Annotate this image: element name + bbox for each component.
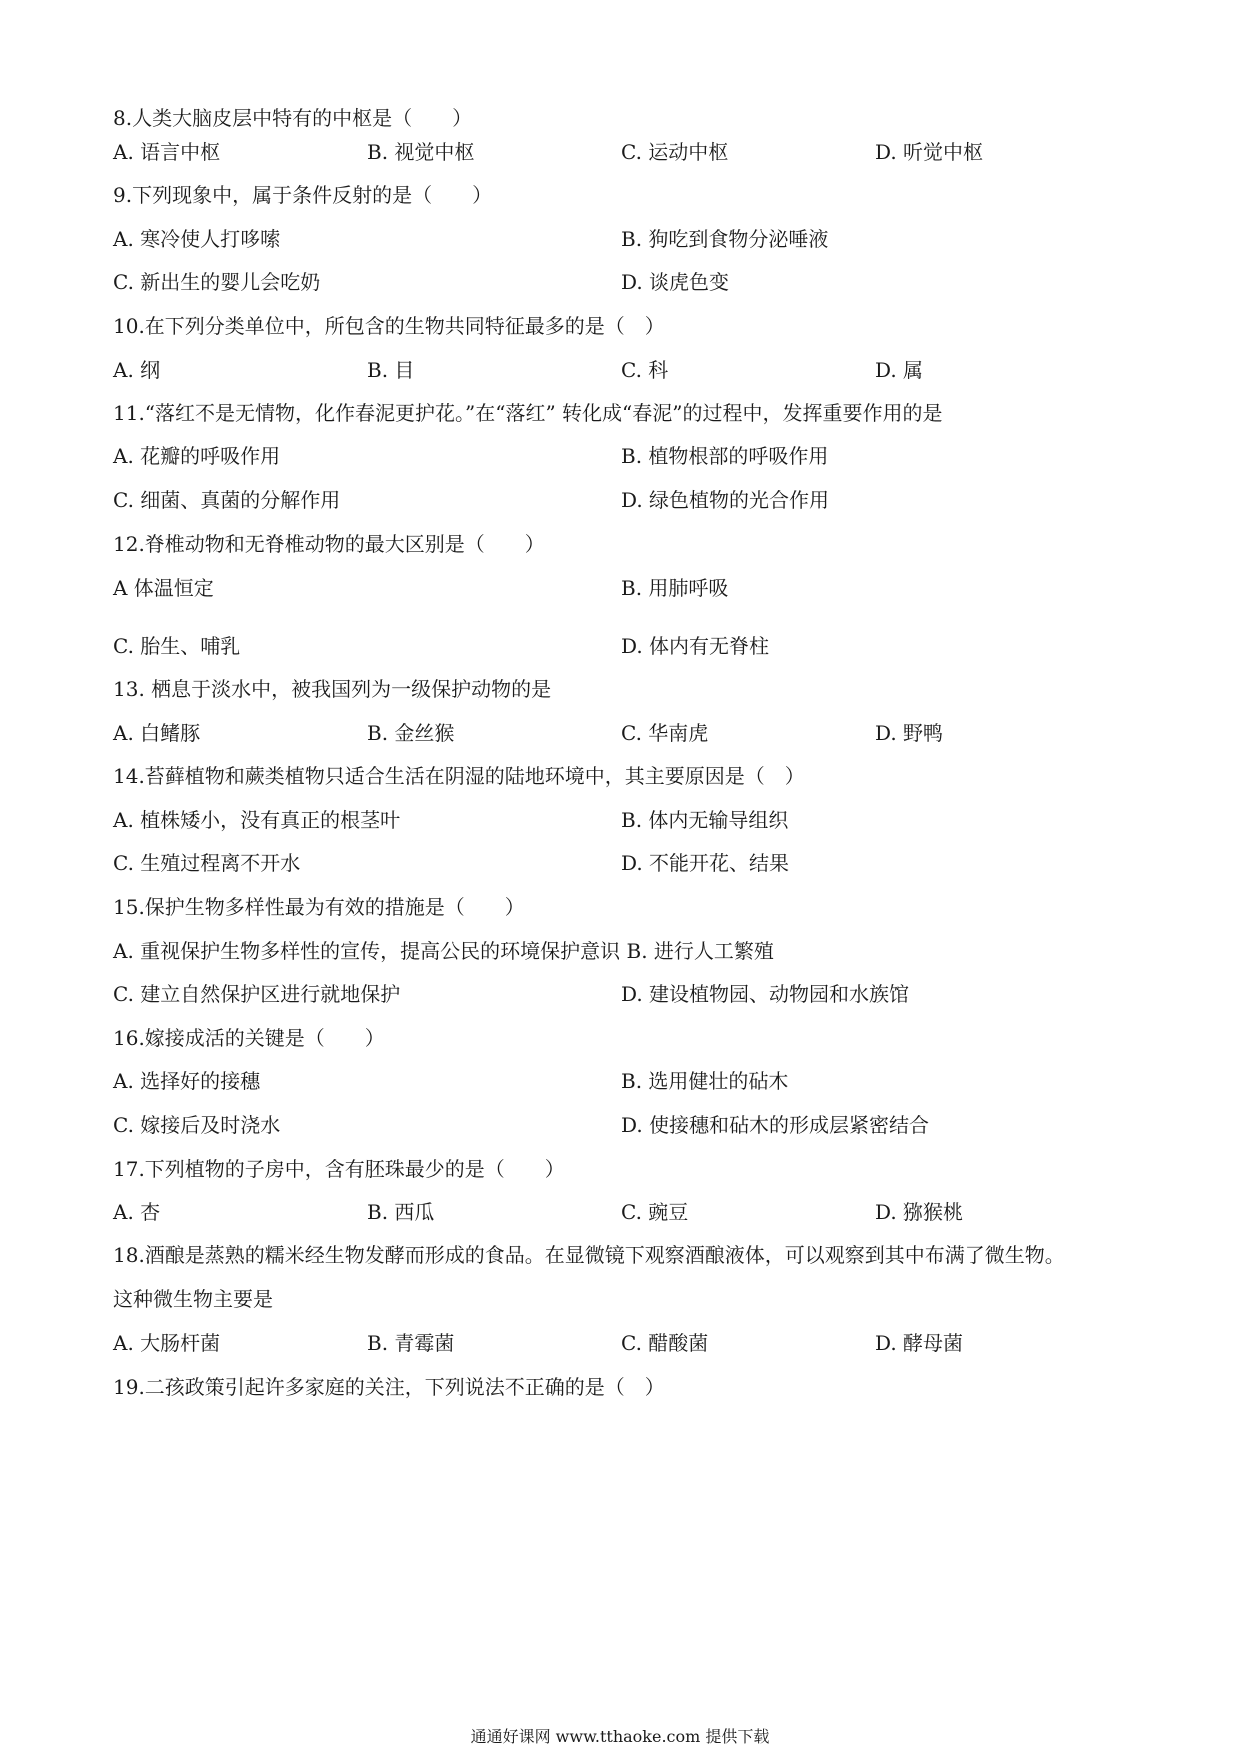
option-d: D. 属 — [875, 358, 924, 382]
option-b: B. 视觉中枢 — [367, 140, 475, 164]
question-17-options — [113, 1199, 1133, 1225]
question-12-options-row2 — [113, 633, 1133, 659]
option-d: D. 野鸭 — [875, 721, 944, 745]
question-14-options-row2 — [113, 850, 1133, 876]
question-13-options — [113, 720, 1133, 746]
option-d: D. 不能开花、结果 — [621, 851, 790, 875]
option-c: C. 醋酸菌 — [621, 1331, 709, 1355]
option-c: C. 嫁接后及时浇水 — [113, 1113, 281, 1137]
option-c: C. 建立自然保护区进行就地保护 — [113, 982, 401, 1006]
question-18-stem-continued: 这种微生物主要是 — [113, 1287, 273, 1311]
question-10-stem: 10.在下列分类单位中，所包含的生物共同特征最多的是（ ） — [113, 314, 665, 338]
question-12-stem: 12.脊椎动物和无脊椎动物的最大区别是（ ） — [113, 532, 545, 556]
question-16-stem: 16.嫁接成活的关键是（ ） — [113, 1026, 385, 1050]
option-a: A. 寒冷使人打哆嗦 — [113, 227, 281, 251]
option-c: C. 新出生的婴儿会吃奶 — [113, 270, 321, 294]
question-8-stem: 8.人类大脑皮层中特有的中枢是（ ） — [113, 106, 473, 130]
option-b: B. 植物根部的呼吸作用 — [621, 444, 829, 468]
option-c: C. 细菌、真菌的分解作用 — [113, 488, 341, 512]
option-d: D. 酵母菌 — [875, 1331, 964, 1355]
option-b: B. 狗吃到食物分泌唾液 — [621, 227, 829, 251]
page-footer: 通通好课网 www.tthaoke.com 提供下载 — [470, 1727, 770, 1746]
question-15-options-row2 — [113, 981, 1133, 1007]
option-a: A. 选择好的接穗 — [113, 1069, 261, 1093]
option-b: B. 选用健壮的砧木 — [621, 1069, 789, 1093]
option-b: B. 青霉菌 — [367, 1331, 455, 1355]
option-d: D. 猕猴桃 — [875, 1200, 964, 1224]
question-10-options — [113, 357, 1133, 383]
option-b: B. 金丝猴 — [367, 721, 455, 745]
question-15-options-ab: A. 重视保护生物多样性的宣传，提高公民的环境保护意识 B. 进行人工繁殖 — [113, 939, 774, 963]
option-d: D. 谈虎色变 — [621, 270, 730, 294]
question-11-options-row2 — [113, 487, 1133, 513]
option-a: A 体温恒定 — [113, 576, 214, 600]
option-d: D. 体内有无脊柱 — [621, 634, 770, 658]
option-a: A. 植株矮小，没有真正的根茎叶 — [113, 808, 401, 832]
question-11-options-row1 — [113, 443, 1133, 469]
question-11-stem: 11.“落红不是无情物，化作春泥更护花。”在“落红” 转化成“春泥”的过程中，发挥重要作用的是 — [113, 401, 943, 425]
question-15-stem: 15.保护生物多样性最为有效的措施是（ ） — [113, 895, 525, 919]
option-a: A. 花瓣的呼吸作用 — [113, 444, 281, 468]
question-9-options-row2 — [113, 269, 1133, 295]
question-9-stem: 9.下列现象中，属于条件反射的是（ ） — [113, 183, 493, 207]
question-13-stem: 13. 栖息于淡水中，被我国列为一级保护动物的是 — [113, 677, 552, 701]
option-a: A. 纲 — [113, 358, 161, 382]
option-c: C. 胎生、哺乳 — [113, 634, 241, 658]
question-12-options-row1 — [113, 575, 1133, 601]
question-9-options-row1 — [113, 226, 1133, 252]
option-c: C. 运动中枢 — [621, 140, 729, 164]
option-a: A. 语言中枢 — [113, 140, 221, 164]
option-d: D. 使接穗和砧木的形成层紧密结合 — [621, 1113, 930, 1137]
question-14-stem: 14.苔藓植物和蕨类植物只适合生活在阴湿的陆地环境中，其主要原因是（ ） — [113, 764, 805, 788]
option-b: B. 目 — [367, 358, 415, 382]
question-8-options — [113, 139, 1133, 165]
option-c: C. 豌豆 — [621, 1200, 689, 1224]
option-c: C. 华南虎 — [621, 721, 709, 745]
option-d: D. 建设植物园、动物园和水族馆 — [621, 982, 910, 1006]
option-d: D. 听觉中枢 — [875, 140, 984, 164]
option-a: A. 大肠杆菌 — [113, 1331, 221, 1355]
question-18-options — [113, 1330, 1133, 1356]
question-19-stem: 19.二孩政策引起许多家庭的关注，下列说法不正确的是（ ） — [113, 1375, 665, 1399]
question-16-options-row1 — [113, 1068, 1133, 1094]
question-18-stem: 18.酒酿是蒸熟的糯米经生物发酵而形成的食品。在显微镜下观察酒酿液体，可以观察到其中布满了微生物。 — [113, 1243, 1065, 1267]
question-16-options-row2 — [113, 1112, 1133, 1138]
option-d: D. 绿色植物的光合作用 — [621, 488, 830, 512]
option-a: A. 杏 — [113, 1200, 161, 1224]
option-a: A. 白鳍豚 — [113, 721, 201, 745]
option-b: B. 用肺呼吸 — [621, 576, 729, 600]
option-b: B. 体内无输导组织 — [621, 808, 789, 832]
option-c: C. 生殖过程离不开水 — [113, 851, 301, 875]
option-b: B. 西瓜 — [367, 1200, 435, 1224]
option-c: C. 科 — [621, 358, 669, 382]
question-17-stem: 17.下列植物的子房中，含有胚珠最少的是（ ） — [113, 1157, 565, 1181]
question-14-options-row1 — [113, 807, 1133, 833]
